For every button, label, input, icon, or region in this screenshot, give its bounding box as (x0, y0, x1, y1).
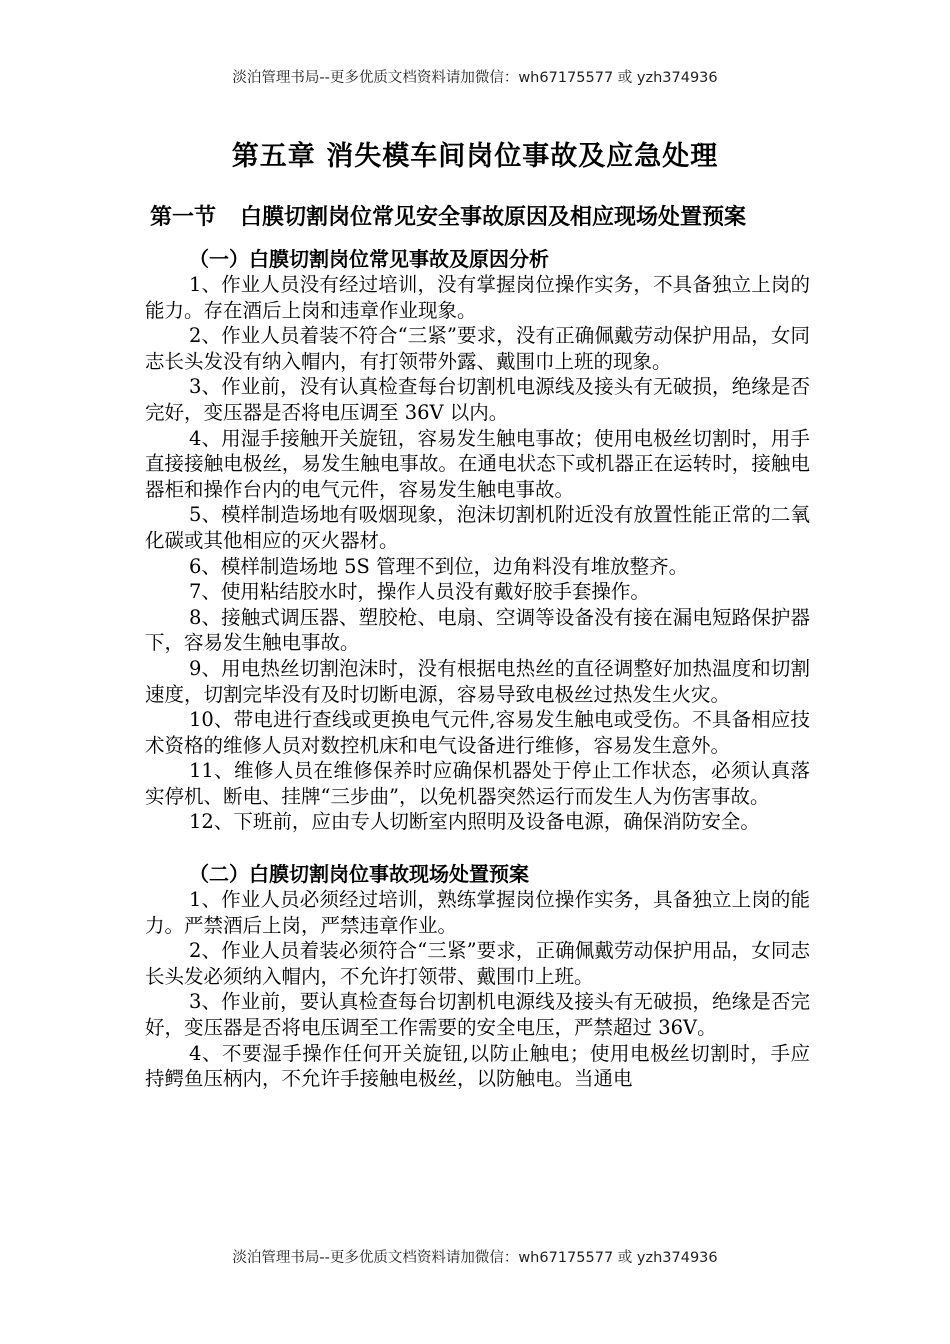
paragraph: 11、维修人员在维修保养时应确保机器处于停止工作状态，必须认真落实停机、断电、挂牌“三步曲”，以免机器突然运行而发生人为伤害事故。 (145, 759, 810, 808)
page-header: 淡泊管理书局--更多优质文档资料请加微信：wh67175577 或 yzh374936 (232, 70, 718, 86)
subsection-heading-1: （一）白膜切割岗位常见事故及原因分析 (189, 247, 549, 271)
paragraph: 10、带电进行查线或更换电气元件,容易发生触电或受伤。不具备相应技术资格的维修人员对数控机床和电气设备进行维修，容易发生意外。 (145, 708, 810, 757)
paragraph: 12、下班前，应由专人切断室内照明及设备电源，确保消防安全。 (189, 810, 760, 834)
chapter-title: 第五章 消失模车间岗位事故及应急处理 (231, 141, 719, 172)
paragraph: 8、接触式调压器、塑胶枪、电扇、空调等设备没有接在漏电短路保护器下，容易发生触电事故。 (145, 605, 810, 655)
document-body (145, 246, 810, 1092)
paragraph: 1、作业人员没有经过培训，没有掌握岗位操作实务，不具备独立上岗的能力。存在酒后上岗和违章作业现象。 (145, 273, 810, 322)
paragraph: 5、模样制造场地有吸烟现象，泡沫切割机附近没有放置性能正常的二氧化碳或其他相应的灭火器材。 (145, 503, 810, 552)
paragraph: 4、不要湿手操作任何开关旋钮,以防止触电；使用电极丝切割时，手应持鳄鱼压柄内，不允许手接触电极丝，以防触电。当通电 (145, 1041, 810, 1091)
paragraph: 9、用电热丝切割泡沫时，没有根据电热丝的直径调整好加热温度和切割速度，切割完毕没有及时切断电源，容易导致电极丝过热发生火灾。 (145, 656, 810, 706)
section-heading (150, 200, 850, 231)
subsection-heading-2: （二）白膜切割岗位事故现场处置预案 (189, 862, 529, 887)
paragraph: 2、作业人员着装不符合“三紧”要求，没有正确佩戴劳动保护用品，女同志长头发没有纳入帽内，有打领带外露、戴围巾上班的现象。 (145, 324, 810, 373)
paragraph: 2、作业人员着装必须符合“三紧”要求，正确佩戴劳动保护用品，女同志长头发必须纳入帽内，不允许打领带、戴围巾上班。 (145, 939, 810, 988)
section-title: 白膜切割岗位常见安全事故原因及相应现场处置预案 (240, 205, 747, 230)
paragraph: 4、用湿手接触开关旋钮，容易发生触电事故；使用电极丝切割时，用手直接接触电极丝，易发生触电事故。在通电状态下或机器正在运转时，接触电器柜和操作台内的电气元件，容易发生触电事故。 (145, 426, 810, 501)
paragraph: 3、作业前，要认真检查每台切割机电源线及接头有无破损，绝缘是否完好，变压器是否将电压调至工作需要的安全电压，严禁超过 36V。 (145, 990, 810, 1040)
section-number: 第一节 (150, 205, 217, 230)
paragraph: 1、作业人员必须经过培训，熟练掌握岗位操作实务，具备独立上岗的能力。严禁酒后上岗，严禁违章作业。 (145, 888, 810, 937)
paragraph: 3、作业前，没有认真检查每台切割机电源线及接头有无破损，绝缘是否完好，变压器是否将电压调至 36V 以内。 (145, 375, 810, 424)
paragraph: 6、模样制造场地 5S 管理不到位，边角料没有堆放整齐。 (189, 554, 689, 578)
paragraph: 7、使用粘结胶水时，操作人员没有戴好胶手套操作。 (189, 580, 650, 604)
page-footer: 淡泊管理书局--更多优质文档资料请加微信：wh67175577 或 yzh374936 (232, 1250, 718, 1266)
